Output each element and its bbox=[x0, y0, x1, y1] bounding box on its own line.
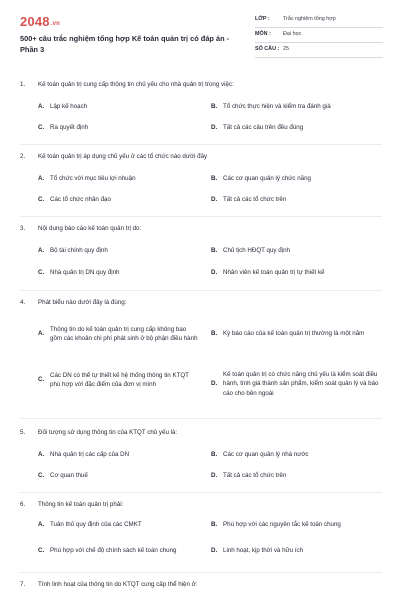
option-b[interactable]: B. Phù hợp với các nguyên tắc kế toán chung bbox=[211, 521, 341, 528]
option-a[interactable]: A. Lập kế hoạch bbox=[38, 103, 88, 110]
option-d[interactable]: D. Tất cả các tổ chức trên bbox=[211, 472, 287, 479]
option-a[interactable]: A. Thông tin do kế toán quản trị cung cấp không bao gồm các khoản chi phí phát sinh ở bộ phận điều hành bbox=[38, 325, 198, 342]
question-text: Kế toán quản trị áp dụng chủ yếu ở các tổ chức nào dưới đây bbox=[38, 153, 208, 160]
question-number: 7. bbox=[20, 581, 26, 588]
question-number: 4. bbox=[20, 299, 26, 306]
logo-tld: .vn bbox=[50, 21, 61, 27]
option-a[interactable]: A. Bộ tài chính quy định bbox=[38, 247, 108, 254]
question-text: Đối tượng sử dụng thông tin của KTQT chủ yếu là: bbox=[38, 429, 178, 436]
meta-key: SỐ CÂU : bbox=[255, 46, 280, 52]
question-text: Nội dung báo cáo kế toán quản trị do: bbox=[38, 225, 142, 232]
option-c[interactable]: C. Các tổ chức nhân đạo bbox=[38, 196, 111, 203]
option-b[interactable]: B. Các cơ quan quản lý nhà nước bbox=[211, 451, 309, 458]
option-b[interactable]: B. Các cơ quan quản lý chức năng bbox=[211, 175, 312, 182]
option-a[interactable]: A. Nhà quản trị các cấp của DN bbox=[38, 451, 130, 458]
question-number: 5. bbox=[20, 429, 26, 436]
meta-row-count bbox=[255, 43, 383, 58]
option-b[interactable]: B. Tổ chức thực hiện và kiểm tra đánh giá bbox=[211, 103, 331, 110]
question-text: Phát biểu nào dưới đây là đúng: bbox=[38, 299, 127, 306]
question-text: Thông tin kế toán quản trị phải: bbox=[38, 501, 124, 508]
question-text: Kế toán quản trị cung cấp thông tin chủ yếu cho nhà quản trị trong việc: bbox=[38, 81, 234, 88]
option-c[interactable]: C. Phù hợp với chế độ chính sách kế toán chung bbox=[38, 547, 177, 555]
question-number: 6. bbox=[20, 501, 26, 508]
question-divider bbox=[20, 492, 382, 493]
page-header bbox=[0, 0, 400, 64]
site-logo[interactable]: 2048.vn bbox=[20, 14, 61, 29]
option-c[interactable]: C. Các DN có thể tự thiết kế hệ thống thông tin KTQT phù hợp với đặc điểm của đơn vị mình bbox=[38, 371, 189, 388]
question-number: 2. bbox=[20, 153, 26, 160]
meta-key: LỚP : bbox=[255, 16, 270, 22]
question-divider bbox=[20, 144, 382, 145]
meta-key: MÔN : bbox=[255, 31, 271, 37]
option-c[interactable]: C. Cơ quan thuế bbox=[38, 472, 88, 479]
meta-value: Trắc nghiệm tổng hợp bbox=[283, 16, 336, 22]
option-d[interactable]: D. Linh hoạt, kịp thời và hữu ích bbox=[211, 547, 304, 555]
question-text: Tính linh hoạt của thông tin do KTQT cung cấp thể hiện ở: bbox=[38, 581, 198, 588]
meta-value: Đại học bbox=[283, 31, 302, 37]
option-c[interactable]: C. Ra quyết định bbox=[38, 124, 89, 131]
option-d[interactable]: D. Nhân viên kế toán quản trị tự thiết kế bbox=[211, 269, 325, 276]
meta-value: 25 bbox=[283, 46, 289, 52]
option-a[interactable]: A. Tuân thủ quy định của các CMKT bbox=[38, 521, 142, 528]
question-divider bbox=[20, 216, 382, 217]
question-number: 3. bbox=[20, 225, 26, 232]
question-divider bbox=[20, 418, 382, 419]
document-title: 500+ câu trắc nghiệm tổng hợp Kế toán quản trị có đáp án - Phần 3 bbox=[20, 34, 230, 54]
option-a[interactable]: A. Tổ chức với mục tiêu lợi nhuận bbox=[38, 175, 136, 182]
option-b[interactable]: B. Kỳ báo cáo của kế toán quản trị thường là một năm bbox=[211, 330, 365, 338]
question-number: 1. bbox=[20, 81, 26, 88]
meta-info-table bbox=[255, 13, 383, 58]
meta-row-subject bbox=[255, 28, 383, 43]
option-d[interactable]: D. Tất cả các tổ chức trên bbox=[211, 196, 287, 203]
option-d[interactable]: D. Tất cả các câu trên đều đúng bbox=[211, 124, 304, 131]
option-b[interactable]: B. Chủ tịch HĐQT quy định bbox=[211, 247, 290, 254]
option-d[interactable]: D. Kế toán quản trị có chức năng chủ yếu là kiểm soát điều hành, tính giá thành sản phẩm, kiểm soát quản lý và báo cáo cho bên ngoài bbox=[211, 370, 379, 397]
question-divider bbox=[20, 572, 382, 573]
meta-row-class bbox=[255, 13, 383, 28]
question-divider bbox=[20, 290, 382, 291]
option-c[interactable]: C. Nhà quản trị DN quy định bbox=[38, 269, 120, 276]
